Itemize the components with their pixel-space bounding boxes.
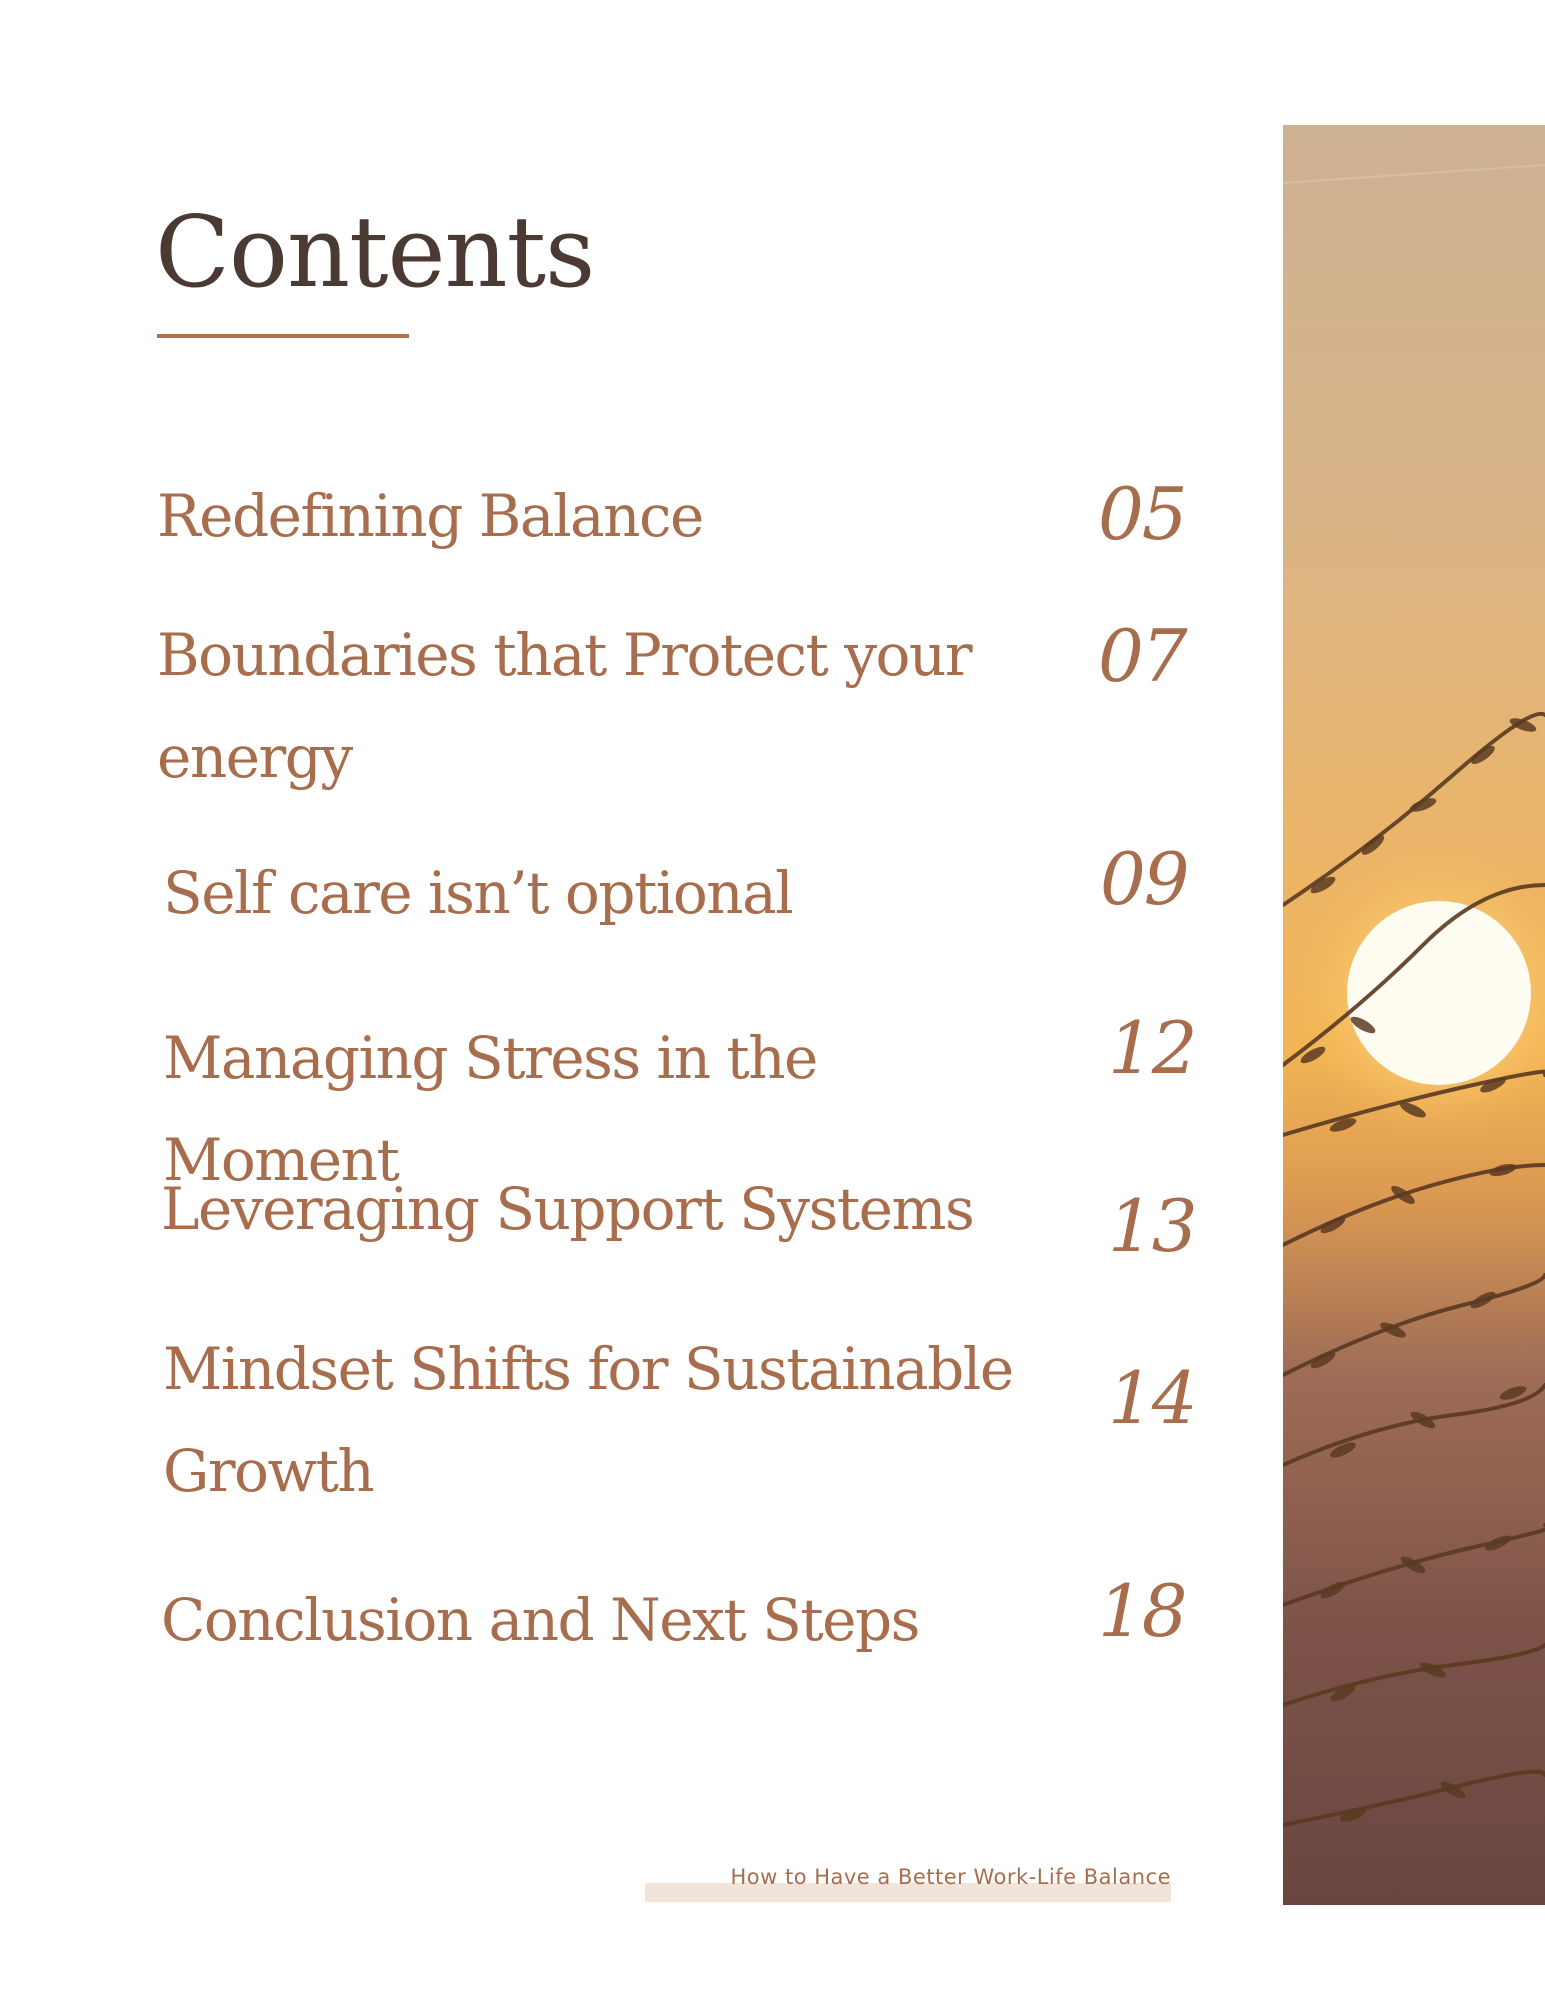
toc-entry-page: 07	[1098, 614, 1186, 698]
toc-entry-page: 18	[1098, 1569, 1186, 1653]
toc-entry-label: Mindset Shifts for Sustainable Growth	[163, 1335, 1013, 1505]
toc-entry-label: Redefining Balance	[157, 482, 703, 550]
toc-entry-page: 12	[1108, 1006, 1196, 1090]
toc-entry-page: 09	[1100, 837, 1188, 921]
sunset-photo	[1283, 125, 1545, 1905]
footer-title: How to Have a Better Work-Life Balance	[730, 1865, 1171, 1889]
toc-entry-label: Conclusion and Next Steps	[161, 1586, 919, 1654]
toc-entry-page: 14	[1108, 1356, 1196, 1440]
title-underline	[157, 334, 409, 338]
toc-entry-label: Managing Stress in the Moment	[163, 1024, 817, 1194]
page-title: Contents	[155, 196, 595, 310]
toc-entry-label: Boundaries that Protect your energy	[157, 621, 972, 791]
toc-entry-label: Leveraging Support Systems	[161, 1175, 974, 1243]
toc-entry-page: 13	[1108, 1184, 1196, 1268]
toc-entry-label: Self care isn’t optional	[163, 859, 793, 927]
toc-entry-page: 05	[1098, 472, 1186, 556]
